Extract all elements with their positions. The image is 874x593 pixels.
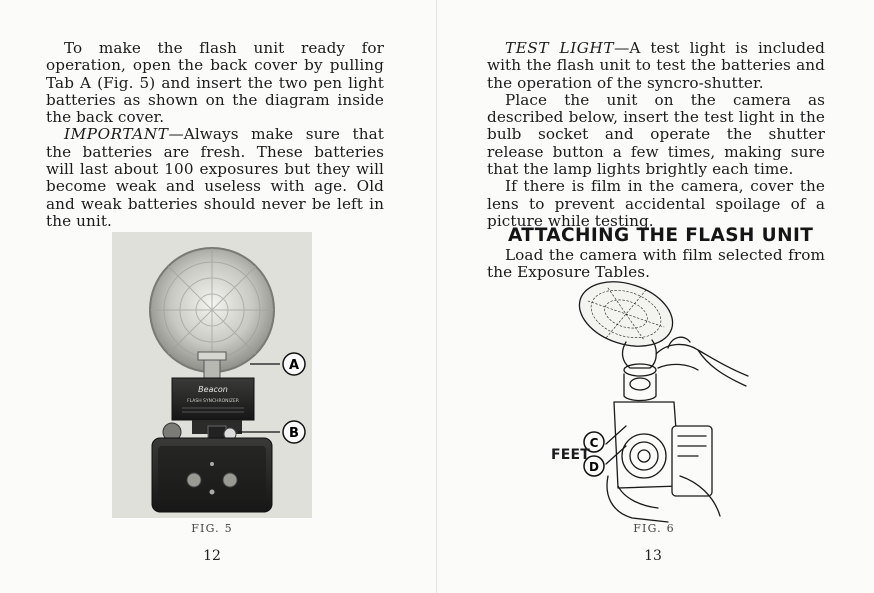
test-light-lead: TEST LIGHT [505, 39, 615, 57]
right-text-block [487, 40, 825, 230]
callout-a: A [288, 358, 300, 373]
feet-label: FEET [551, 447, 591, 463]
figure-5-caption: FIG. 5 [191, 522, 233, 535]
right-paragraph-3: If there is film in the camera, cover the lens to prevent accidental spoilage of a picture while testing. [487, 177, 825, 230]
left-text-block [46, 40, 384, 230]
figure-6-caption: FIG. 6 [633, 522, 675, 535]
test-light-paragraph [487, 40, 825, 92]
callout-d: D [589, 460, 599, 474]
figure-6-drawing [548, 276, 764, 524]
test-light-body: —A test light is included with the flash unit to test the batteries and the operation of the syncro-shutter. [487, 39, 825, 92]
figure-5-photo [112, 232, 312, 518]
right-paragraph-4: Load the camera with film selected from the Exposure Tables. [487, 246, 825, 282]
callout-c: C [589, 436, 599, 450]
important-lead: IMPORTANT [64, 125, 169, 144]
flash-model-label: FLASH SYNCHRONIZER [187, 399, 239, 404]
flash-brand-label: Beacon [198, 385, 228, 394]
right-paragraph-2: Place the unit on the camera as described below, insert the test light in the bulb socket and operate the shutter release button a few times, making sure that the lamp lights brightly each time. [487, 90, 825, 179]
camera-with-flash-illustration [112, 232, 312, 518]
page-number-12: 12 [203, 548, 221, 564]
important-body: —Always make sure that the batteries are fresh. These batteries will last about 100 exposures but they will become weak and useless with age. Old and weak batteries should never be left in the unit. [46, 125, 384, 230]
left-paragraph-1: To make the flash unit ready for operation, open the back cover by pulling Tab A (Fig. 5) and insert the two pen light batteries as shown on the diagram inside the back cover. [46, 39, 384, 127]
callout-b: B [289, 426, 299, 441]
left-paragraph-2 [46, 126, 384, 230]
hand-attaching-flash-illustration [548, 276, 764, 524]
page-number-13: 13 [644, 548, 662, 564]
attaching-heading: ATTACHING THE FLASH UNIT [508, 225, 814, 246]
